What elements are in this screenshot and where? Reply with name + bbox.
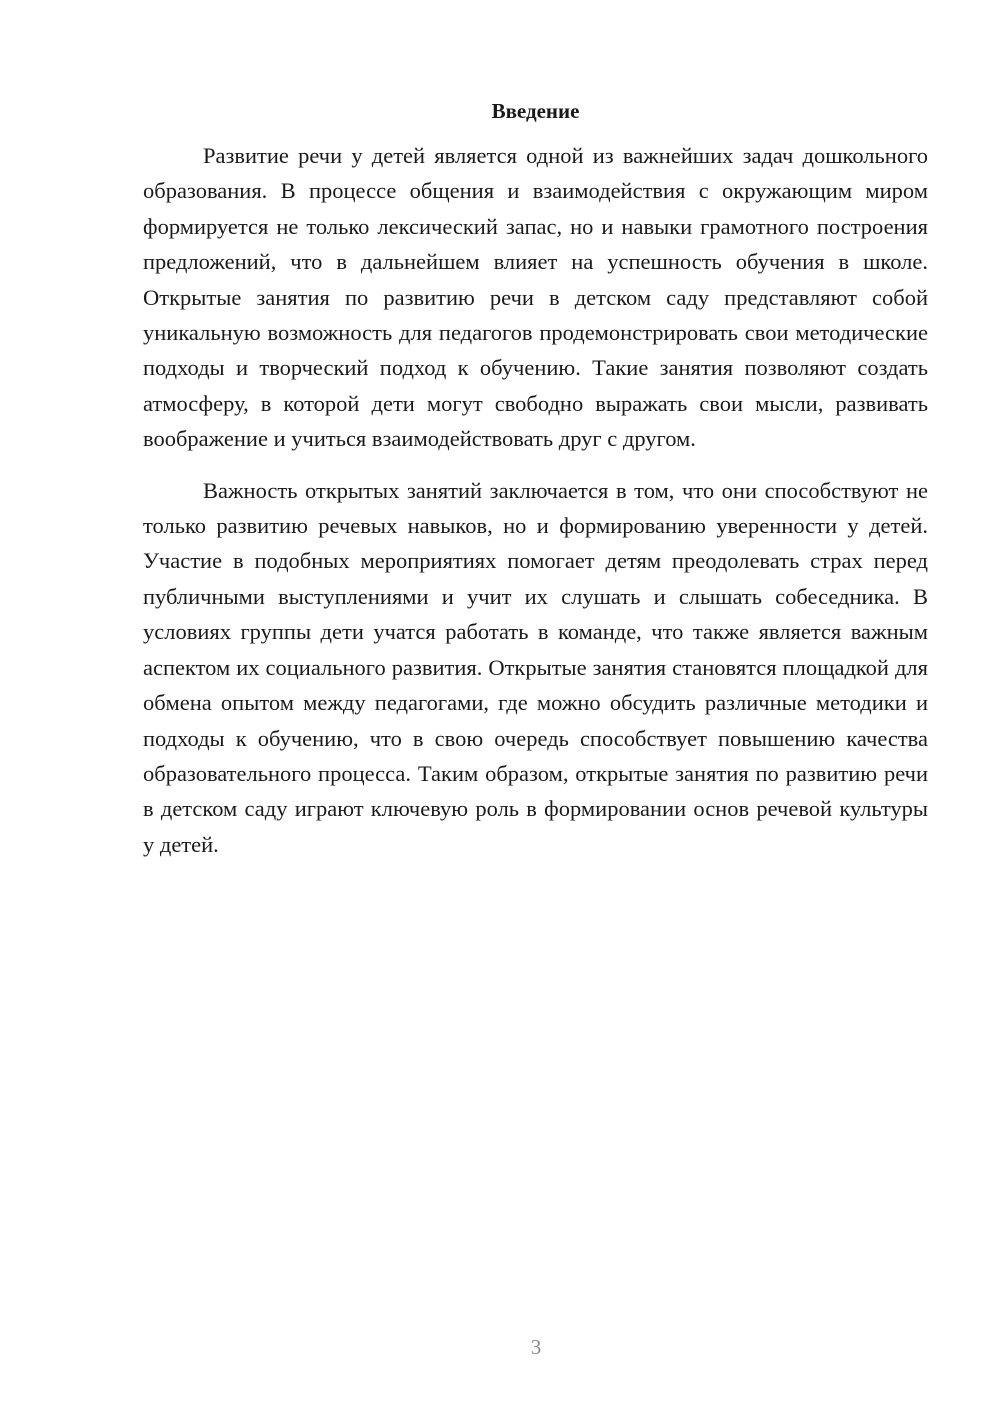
page-number: 3	[530, 1335, 542, 1359]
section-heading: Введение	[491, 99, 580, 123]
paragraph-2: Важность открытых занятий заключается в том, что они способствуют не только развитию речевых навыков, но и формированию уверенности у детей. Участие в подобных мероприятиях помогает детям преодолевать страх перед публичными выступлениями и учит их слушать и слышать собеседника. В условиях группы дети учатся работать в команде, что также является важным аспектом их социального развития. Открытые занятия становятся площадкой для обмена опытом между педагогами, где можно обсудить различные методики и подходы к обучению, что в свою очередь способствует повышению качества образовательного процесса. Таким образом, открытые занятия по развитию речи в детском саду играют ключевую роль в формировании основ речевой культуры у детей.	[143, 477, 928, 857]
paragraph-1: Развитие речи у детей является одной из важнейших задач дошкольного образования. В процессе общения и взаимодействия с окружающим миром формируется не только лексический запас, но и навыки грамотного построения предложений, что в дальнейшем влияет на успешность обучения в школе. Открытые занятия по развитию речи в детском саду представляют собой уникальную возможность для педагогов продемонстрировать свои методические подходы и творческий подход к обучению. Такие занятия позволяют создать атмосферу, в которой дети могут свободно выражать свои мысли, развивать воображение и учиться взаимодействовать друг с другом.	[143, 143, 928, 452]
page-content	[143, 96, 928, 862]
